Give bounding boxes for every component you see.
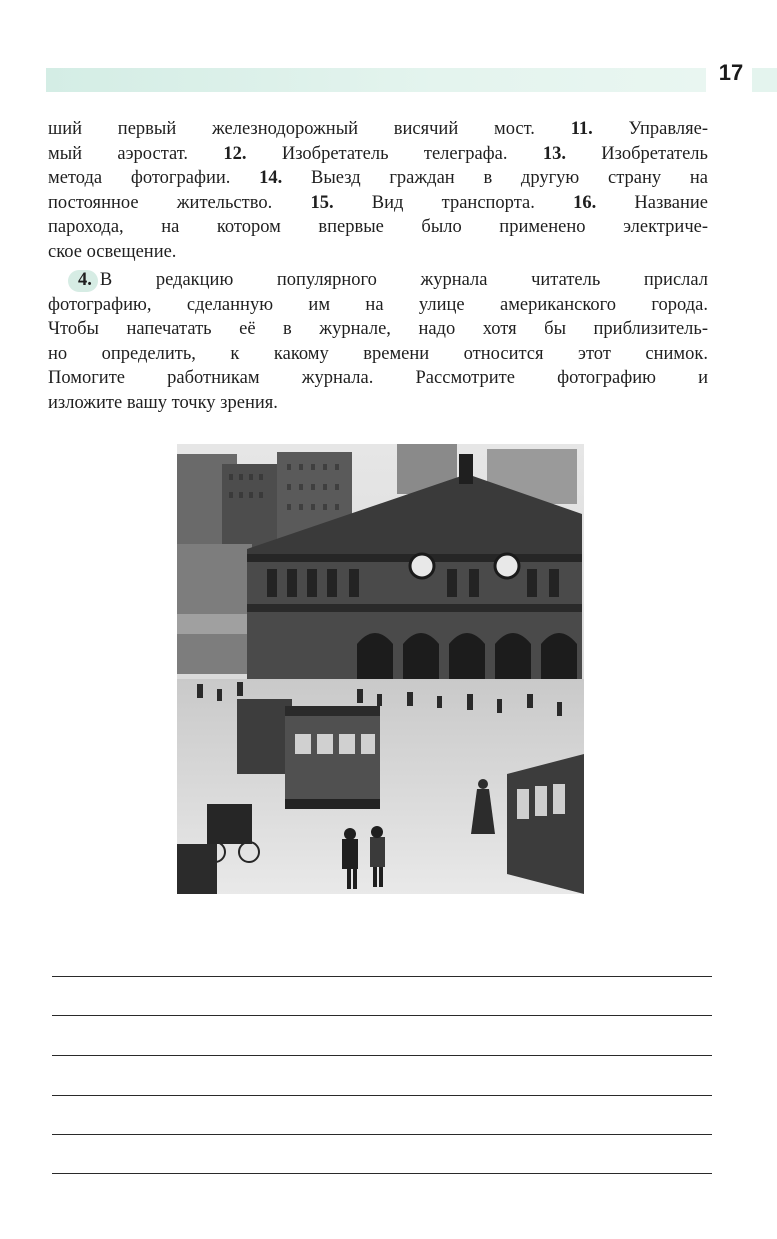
answer-line-3[interactable] (52, 1055, 712, 1056)
text-line: метода фотографии. 14. Выезд граждан в другую страну на (48, 168, 708, 188)
answer-line-4[interactable] (52, 1095, 712, 1096)
answer-line-5[interactable] (52, 1134, 712, 1135)
answer-line-2[interactable] (52, 1015, 712, 1016)
text-line: Помогите работникам журнала. Рассмотрите фотографию и (48, 368, 708, 388)
paragraph-continuation (48, 117, 708, 264)
text-line: Чтобы напечатать её в журнале, надо хотя бы приблизитель- (48, 319, 708, 339)
task-number: 4. (74, 268, 96, 293)
header-band (46, 68, 706, 92)
answer-line-6[interactable] (52, 1173, 712, 1174)
text-line: ший первый железнодорожный висячий мост. 11. Управляе- (48, 119, 708, 139)
text-line: но определить, к какому времени относится этот снимок. (48, 343, 708, 364)
text-line: 4. В редакцию популярного журнала читатель прислал (48, 268, 708, 293)
street-scene-photo (177, 444, 584, 894)
text-line: постоянное жительство. 15. Вид транспорта. 16. Название (48, 192, 708, 213)
answer-line-1[interactable] (52, 976, 712, 977)
text-line: мый аэростат. 12. Изобретатель телеграфа. 13. Изобретатель (48, 143, 708, 164)
text-line: фотографию, сделанную им на улице американского города. (48, 294, 708, 315)
task-4 (48, 268, 708, 415)
text-line: ское освещение. (48, 241, 177, 262)
header-band-right (752, 68, 777, 92)
page-number: 17 (718, 60, 744, 85)
text-line: парохода, на котором впервые было применено электриче- (48, 217, 708, 237)
text-line: изложите вашу точку зрения. (48, 392, 278, 413)
